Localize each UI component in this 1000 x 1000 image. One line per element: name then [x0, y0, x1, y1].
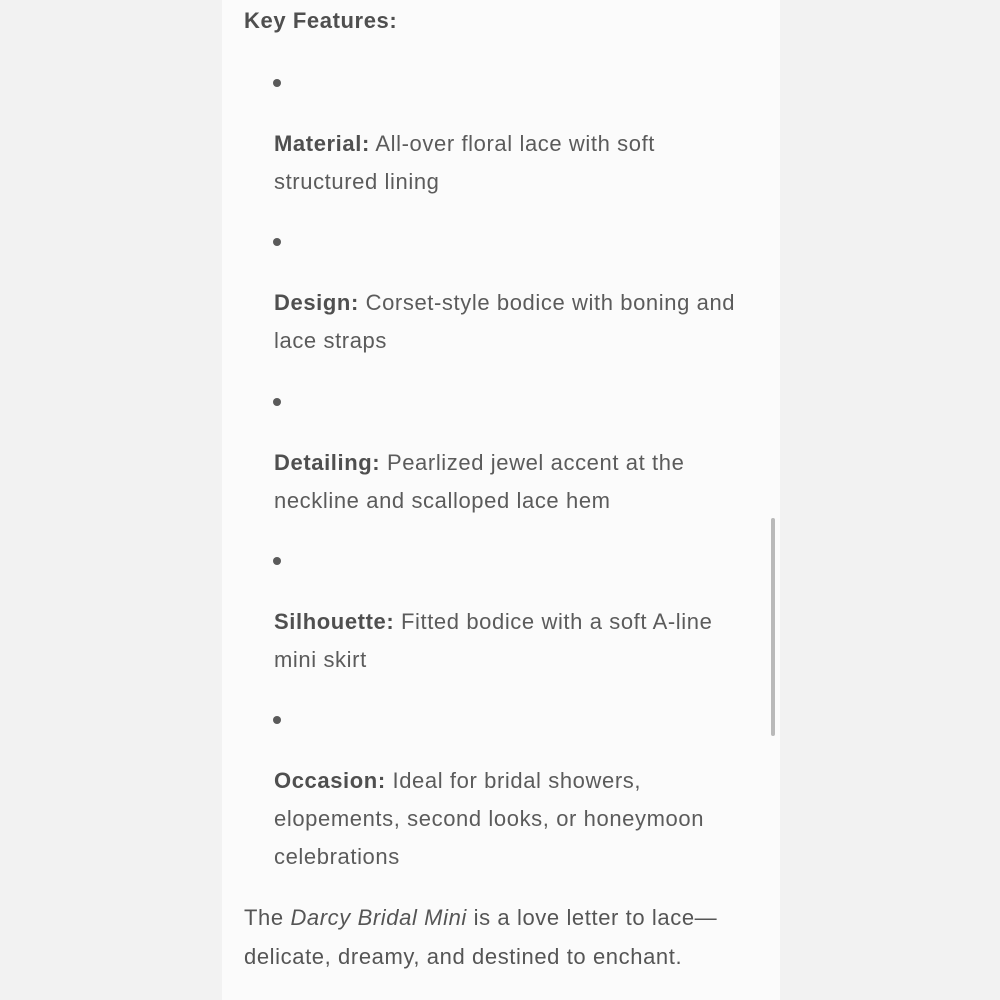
- bullet-icon: [273, 557, 281, 565]
- product-description-panel: [222, 0, 780, 1000]
- bullet-icon: [273, 79, 281, 87]
- feature-item-detailing: [274, 444, 754, 520]
- feature-label: Material:: [274, 131, 370, 156]
- feature-label: Design:: [274, 290, 359, 315]
- feature-text: Fitted bodice with a soft A-line mini skirt: [274, 609, 713, 672]
- closing-prefix: The: [244, 905, 284, 930]
- bullet-icon: [273, 716, 281, 724]
- feature-label: Silhouette:: [274, 609, 395, 634]
- closing-paragraph: [244, 898, 764, 976]
- background-left: [0, 0, 222, 1000]
- scrollbar-thumb[interactable]: [771, 518, 775, 736]
- feature-item-design: [274, 284, 754, 360]
- feature-text: Ideal for bridal showers, elopements, second looks, or honeymoon celebrations: [274, 768, 705, 869]
- feature-text: Corset-style bodice with boning and lace straps: [274, 290, 736, 353]
- bullet-icon: [273, 238, 281, 246]
- feature-text: Pearlized jewel accent at the neckline and scalloped lace hem: [274, 450, 685, 513]
- feature-item-material: [274, 125, 754, 201]
- feature-item-occasion: [274, 762, 754, 876]
- feature-label: Occasion:: [274, 768, 386, 793]
- key-features-heading: Key Features:: [244, 8, 398, 33]
- feature-item-silhouette: [274, 603, 754, 679]
- product-name: Darcy Bridal Mini: [290, 905, 467, 930]
- feature-label: Detailing:: [274, 450, 381, 475]
- closing-suffix: is a love letter to lace—delicate, dreamy, and destined to enchant.: [244, 905, 718, 969]
- feature-text: All-over floral lace with soft structured lining: [274, 131, 656, 194]
- background-right: [780, 0, 1000, 1000]
- bullet-icon: [273, 398, 281, 406]
